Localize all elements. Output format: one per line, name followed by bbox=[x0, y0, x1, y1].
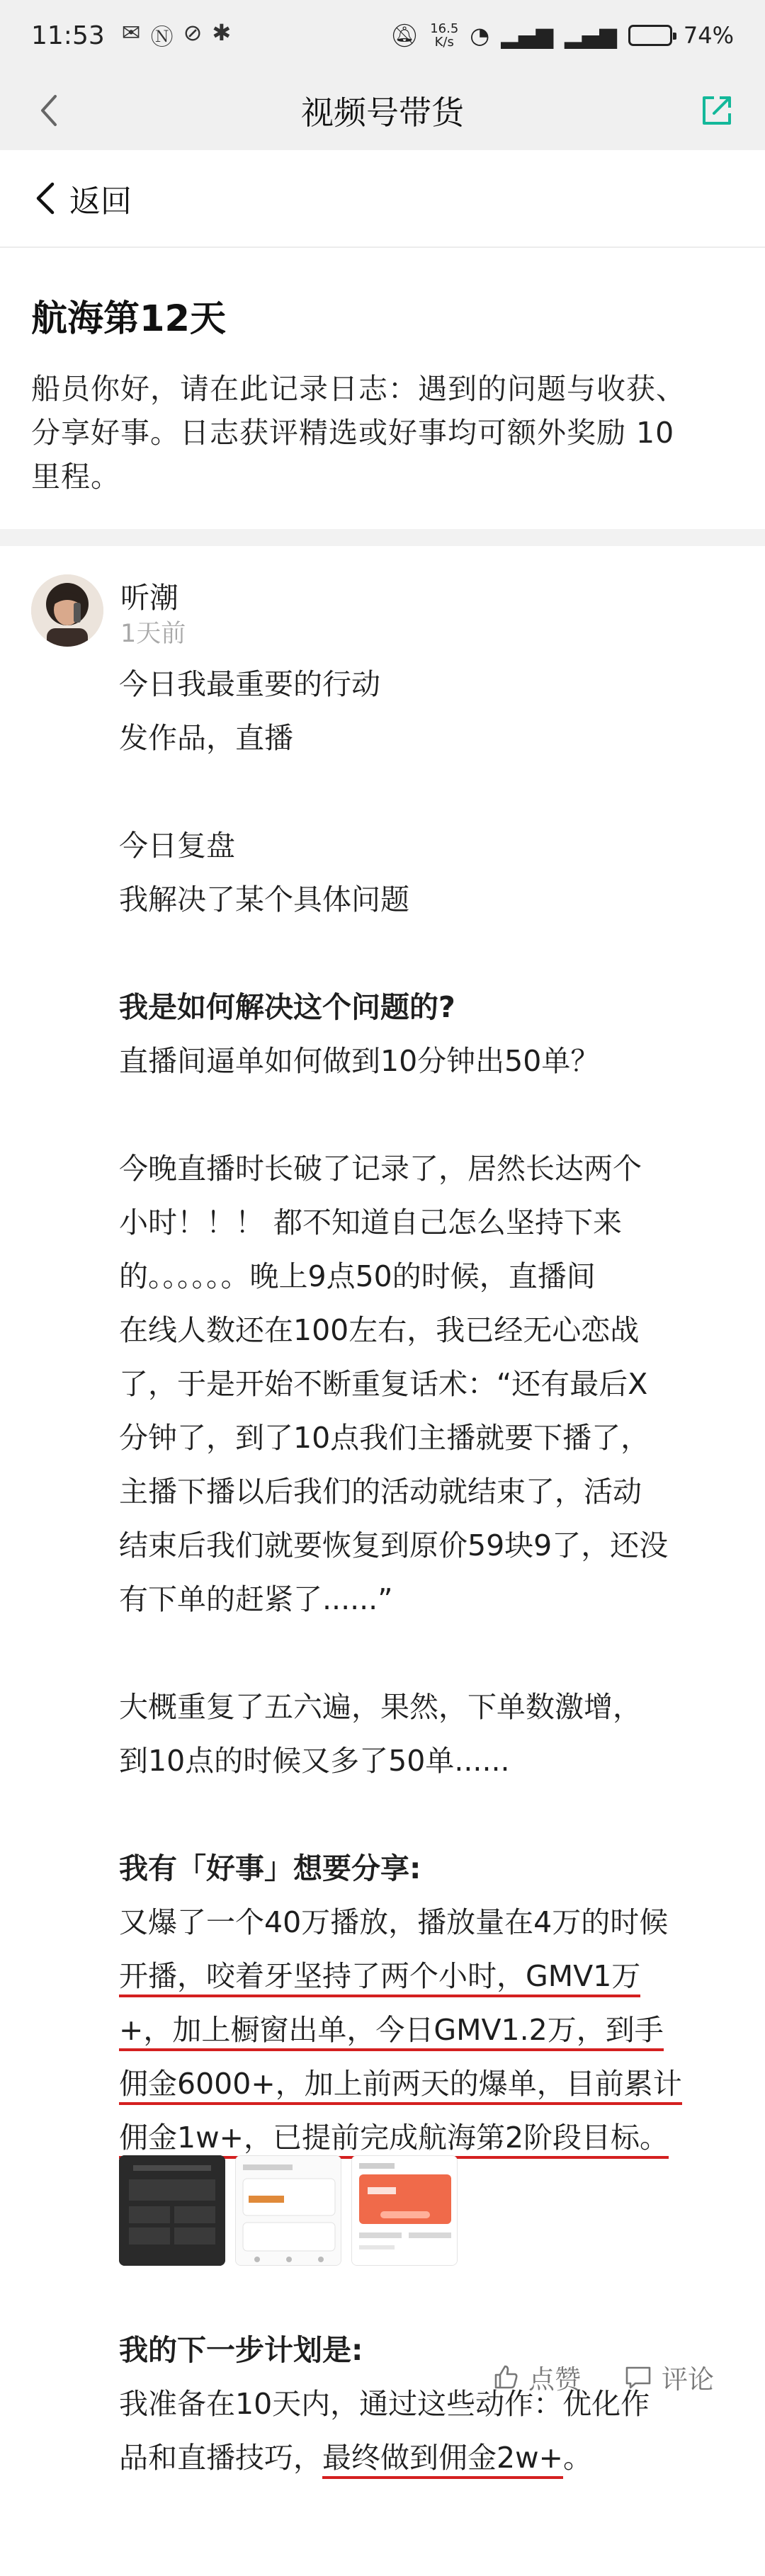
comment-label: 评论 bbox=[662, 2364, 714, 2395]
notification-icons bbox=[122, 19, 231, 52]
plan-line: 我准备在10天内，通过这些动作：优化作 bbox=[119, 2387, 650, 2421]
status-right bbox=[390, 22, 734, 49]
post-time: 1天前 bbox=[120, 620, 186, 648]
good-heading: 我有「好事」想要分享: bbox=[119, 1851, 421, 1885]
plan-text: 品和直播技巧， bbox=[119, 2441, 322, 2475]
plan-text: 。 bbox=[562, 2441, 592, 2475]
earnings-image bbox=[352, 2156, 458, 2266]
story-line: 结束后我们就要恢复到原价59块9了，还没 bbox=[119, 1528, 669, 1562]
image-thumbnail[interactable] bbox=[235, 2155, 341, 2266]
comment-icon bbox=[623, 2363, 653, 2391]
back-link[interactable] bbox=[0, 150, 765, 248]
mute-icon: 🔕︎ bbox=[390, 22, 419, 49]
result-line: 大概重复了五六遍，果然，下单数激增， bbox=[119, 1690, 642, 1724]
story-line: 主播下播以后我们的活动就结束了，活动 bbox=[119, 1475, 642, 1509]
plan-heading: 我的下一步计划是: bbox=[119, 2333, 363, 2367]
battery-icon bbox=[628, 25, 672, 46]
title-bar bbox=[0, 71, 765, 150]
author-name[interactable]: 听潮 bbox=[120, 581, 178, 615]
day-header bbox=[0, 249, 765, 529]
signal-icon-1: ▂▄▆ bbox=[501, 22, 554, 49]
speed-unit: K/s bbox=[434, 35, 454, 50]
story-line: 今晚直播时长破了记录了，居然长达两个 bbox=[119, 1152, 642, 1186]
section-divider bbox=[0, 529, 765, 546]
plan-highlight: 最终做到佣金2w+ bbox=[322, 2441, 563, 2479]
plan-line bbox=[119, 2434, 592, 2476]
post-actions bbox=[492, 2358, 714, 2396]
avatar-image bbox=[31, 574, 103, 647]
description-line: 分享好事。日志获评精选或好事均可额外奖励 10 bbox=[31, 416, 675, 450]
story-line: 有下单的赶紧了......” bbox=[119, 1582, 393, 1616]
open-external-icon[interactable] bbox=[696, 89, 738, 132]
day-description bbox=[31, 367, 732, 499]
chevron-left-icon[interactable] bbox=[28, 89, 71, 132]
light-dashboard-image bbox=[236, 2156, 341, 2266]
network-speed bbox=[430, 22, 458, 49]
story-line: 小时！！！ 都不知道自己怎么坚持下来 bbox=[119, 1205, 623, 1239]
avatar[interactable] bbox=[31, 574, 103, 647]
description-line: 船员你好，请在此记录日志：遇到的问题与收获、 bbox=[31, 372, 686, 406]
action-text: 发作品，直播 bbox=[119, 721, 293, 755]
back-arrow-icon bbox=[31, 178, 60, 218]
status-time: 11:53 bbox=[31, 21, 105, 50]
story-line: 的。。。。。。晚上9点50的时候，直播间 bbox=[119, 1259, 596, 1293]
battery-percent: 74% bbox=[683, 22, 734, 49]
page-title: 视频号带货 bbox=[301, 93, 464, 132]
wifi-icon: ◔ bbox=[470, 22, 490, 49]
result-line: 到10点的时候又多了50单...... bbox=[119, 1744, 510, 1778]
description-line: 里程。 bbox=[31, 460, 120, 494]
comment-button[interactable] bbox=[623, 2358, 714, 2396]
day-title: 航海第12天 bbox=[31, 298, 226, 340]
like-label: 点赞 bbox=[528, 2364, 581, 2395]
thumbs-up-icon bbox=[492, 2363, 520, 2391]
image-thumbnail[interactable] bbox=[351, 2155, 458, 2266]
good-line: 佣金6000+，加上前两天的爆单，目前累计 bbox=[119, 2067, 682, 2105]
action-heading: 今日我最重要的行动 bbox=[119, 667, 380, 701]
how-question: 直播间逼单如何做到10分钟出50单？ bbox=[119, 1044, 600, 1078]
speed-value: 16.5 bbox=[430, 21, 459, 36]
review-text: 我解决了某个具体问题 bbox=[119, 883, 409, 917]
chat-icon: ✉ bbox=[121, 19, 141, 46]
image-gallery bbox=[119, 2155, 458, 2266]
status-bar bbox=[0, 0, 765, 71]
image-thumbnail[interactable] bbox=[119, 2155, 225, 2266]
good-line: 佣金1w+，已提前完成航海第2阶段目标。 bbox=[119, 2121, 669, 2159]
story-line: 分钟了，到了10点我们主播就要下播了， bbox=[119, 1421, 650, 1455]
review-heading: 今日复盘 bbox=[119, 829, 235, 863]
good-line: +，加上橱窗出单，今日GMV1.2万，到手 bbox=[119, 2013, 664, 2051]
dark-dashboard-image bbox=[119, 2155, 225, 2266]
good-line: 又爆了一个40万播放，播放量在4万的时候 bbox=[119, 1905, 669, 1939]
like-button[interactable] bbox=[492, 2358, 581, 2396]
signal-icon-2: ▂▄▆ bbox=[565, 22, 617, 49]
how-heading: 我是如何解决这个问题的? bbox=[119, 990, 455, 1024]
good-line: 开播，咬着牙坚持了两个小时，GMV1万 bbox=[119, 1959, 640, 1997]
back-label: 返回 bbox=[69, 183, 132, 220]
alarm-off-icon: ⊘ bbox=[183, 19, 203, 46]
story-line: 了，于是开始不断重复话术：“还有最后X bbox=[119, 1367, 648, 1401]
bluetooth-icon: ✱ bbox=[212, 19, 232, 46]
nfc-icon: Ⓝ bbox=[150, 23, 174, 50]
story-line: 在线人数还在100左右，我已经无心恋战 bbox=[119, 1313, 640, 1347]
